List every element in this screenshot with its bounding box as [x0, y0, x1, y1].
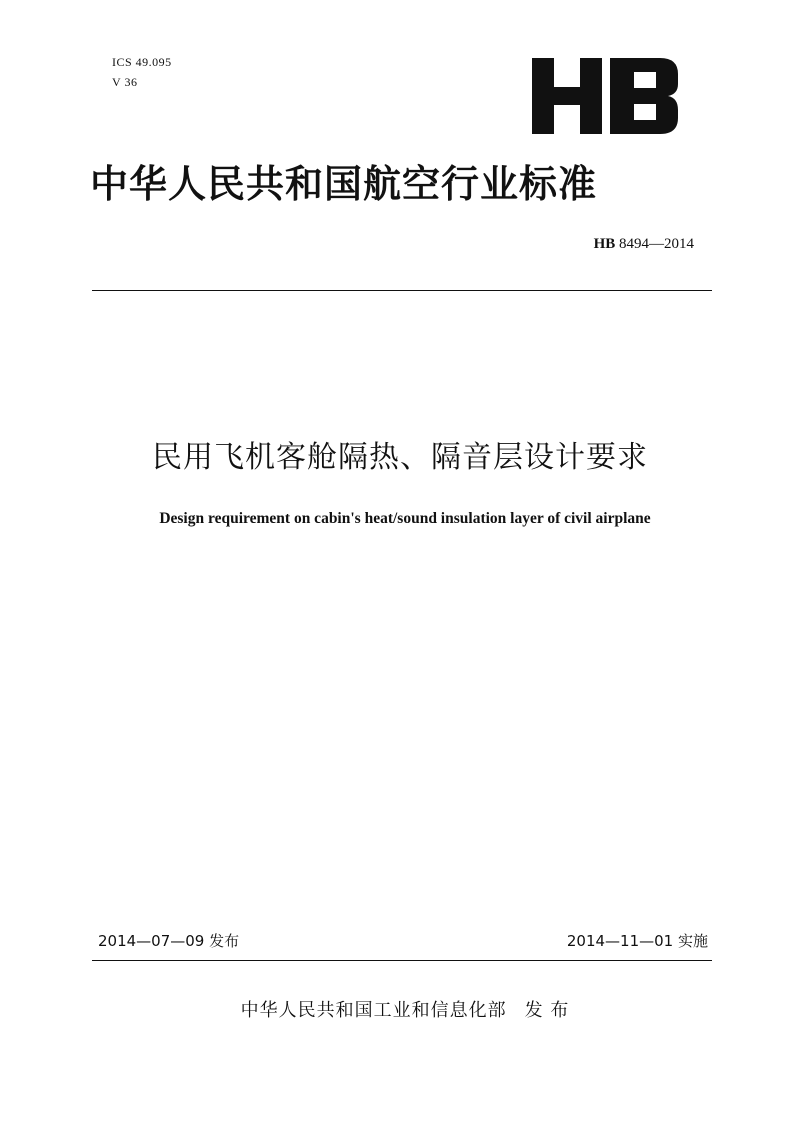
publisher-line: [0, 996, 800, 1022]
publisher-name: 中华人民共和国工业和信息化部: [240, 1000, 507, 1021]
standard-prefix: HB: [593, 236, 616, 252]
issue-date: 2014—07—09 发布: [98, 932, 240, 950]
ics-code: ICS 49.095: [112, 55, 172, 69]
standard-number: [594, 236, 694, 253]
title-english: Design requirement on cabin's heat/sound insulation layer of civil airplane: [159, 510, 651, 527]
organization-title: 中华人民共和国航空行业标准: [90, 162, 598, 206]
implementation-date: 2014—11—01 实施: [566, 932, 708, 950]
hb-logo-icon: [530, 58, 680, 134]
classification-codes: [112, 52, 172, 92]
publisher-action: 发 布: [524, 1000, 570, 1021]
top-divider: [92, 290, 712, 291]
ccs-code: V 36: [112, 75, 138, 89]
bottom-divider: [92, 960, 712, 961]
standard-code: 8494—2014: [619, 236, 694, 252]
title-chinese: 民用飞机客舱隔热、隔音层设计要求: [152, 440, 648, 475]
